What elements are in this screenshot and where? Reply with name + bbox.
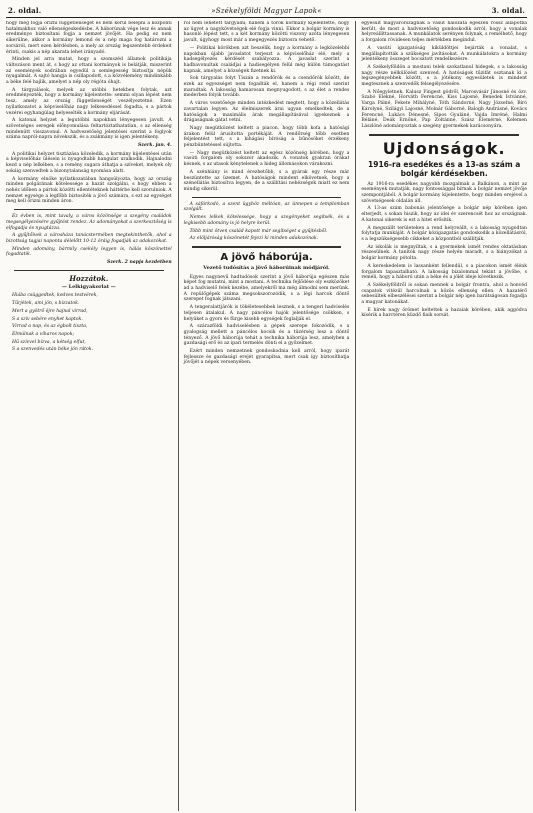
notice-paragraph: Ez évben is, mint tavaly, a város közönsége a szegény családok megsegélyezésére gyűjtést rendez. Az adományokat a szerkesztőség is elfogadja és nyugtázza. [6,214,172,231]
article-paragraph: Egyes nagynevű hadtudósok szerint a jövő háborúja egészen más képet fog mutatni, mint a mostani. A technika fejlődése oly eszközöket ad a hadviselő felek kezébe, amelyekről ma még álmodni sem merünk. A repülőgépek száma megsokszorozódik, s a légi harcok döntő szerepet fognak játszani. [183,274,350,303]
article-paragraph: A szénhiány is mind érezhetőbb, s a gyárak egy része már beszüntette az üzemet. A hatóságok mindent elkövetnek, hogy a szénellátás biztosítva legyen, de a szállítási nehézségek miatt ez nem mindig sikerül. [183,169,350,192]
divider [369,134,519,136]
article-paragraph: A szárazföldi hadviselésben a gépek szerepe fokozódik, s a gyalogság mellett a páncélos kocsik és a tüzérség lesz a döntő tényező. A jövő háborúja tehát a technika háborúja lesz, amelyben a gazdasági erő és az ipari termelés dönti el a győzelmet. [183,324,350,347]
section-subheading: 1916-ra esedékes és a 13-as szám a bolgár kérdésekben. [368,159,521,178]
notice-block [6,214,172,258]
poem-line: S a szív sebére enyhet kaptok. [12,316,83,322]
article-paragraph: egyesült magyarországnak a vasút hálózata egészen rossz állapotba került, de most a hadvezetőség gondoskodik arról, hogy a vonalak helyreállíttassanak. A munkálatok serényen folynak, s remélhető, hogy a forgalom rövidesen teljes mértékben megindul. [361,21,528,44]
article-paragraph: A 13-as szám babonás jelentősége a bolgár nép körében igen elterjedt, s sokan hiszik, hogy az idei év szerencsét hoz az országnak. A katonai sikerek is ezt a hitet erősítik. [361,206,528,223]
article-paragraph: Nagy megütközést keltett a piacon, hogy több kofa a hatósági árakon felül árusította portékáját. A rendőrség több esetben feljelentést tett, s a kihágási bíróság a bűnösöket érzékeny pénzbüntetéssel sújtotta. [183,125,350,149]
article-paragraph: A Székelyföldön a mostani telek szokatlanul hidegek, s a lakosság nagy része nélkülözést szenved. A hatóságok tűzifát osztanak ki a legszegényebbek között, s a jótékony egyesületek is mindent megtesznek a szenvedők felsegélyezésére. [361,64,528,88]
article-lead: Vezető tudósítás a jövő háborúinak módjáról. [203,264,330,271]
notice-signature: Szerk. 2 napja kezdetben [107,260,172,266]
article-paragraph: A tengeralattjárók is tökéletesebbek lesznek, s a tengeri hadviselés teljesen átalakul. A nagy páncélos hajók jelentősége csökken, s helyüket a gyors és fürge kisebb egységek foglalják el. [183,305,350,322]
article-paragraph: hogy meg fogja őrizni függetlenségét és nem kerül belépni a központi hatalmakhoz való ellenségeskedésbe. A háborúnak vége lesz és annak eredménye biztosítani fogja a nemzet jövőjét. Ha pedig ez nem sikerülne, akkor a kormány lemond és a nép maga fog határozni a sorsáról, mert ezen kérdésben, a mely az ország legszentebb érdekeit érinti, csakis a nép akarata lehet irányadó. [6,21,172,55]
newspaper-title: »Székelyföldi Magyar Lapok« [211,7,322,15]
poem-line: Hiába csüggedtek, kedves testvérek, [12,293,98,299]
article-paragraph: Sok tárgyalás folyt Tiszán a rendőrök és a csendőrök között, de ezek az egyezséget nem fogadták el, hanem a régi rend szerint maradtak. A lakosság hamarosan megnyugodott, s az élet a rendes mederben folyik tovább. [183,76,350,99]
column-3 [355,21,527,811]
article-paragraph: A Székelyföldről is sokan mennek a bolgár frontra, ahol a honvéd csapatok vitézül harcolnak a közös ellenség ellen. A hazatérő sebesültek elbeszélései szerint a bolgár nép igen barátságosan fogadja a magyar katonákat. [361,282,528,306]
article-paragraph: A város vezetősége minden intézkedést megtett, hogy a közellátás zavartalan legyen. Az élelmiszerek árai ugyan emelkedtek, de a hatóságok a maximális árak megállapításával igyekeznek a drágaságnak gátat vetni. [183,101,350,124]
divider [192,197,342,198]
divider [14,209,164,210]
article-paragraph: A katonai helyzet a legutóbbi napokban lényegesen javult. A szövetséges seregek előnyomulása feltartóztathatatlan, s az ellenség mindenütt visszavonul. A hadvezetőség jelentései szerint a foglyok száma napról-napra növekszik, és a zsákmány is igen jelentékeny. [6,118,172,141]
columns [6,21,527,811]
article-heading: A jövő háborúja. [220,251,313,263]
article-paragraph: — Nagy megütközést keltett az egész közönség körében, hogy a vasúti forgalom oly sokszor akadozik. A vonatok gyakran órákat késnek, s az utasok kénytelenek a hideg állomásokon várakozni. [183,150,350,168]
article-paragraph: Minden jel arra mutat, hogy a szomszéd államok politikája változáson ment át, s hogy az ottani kormányok is belátják, miszerint az események sodrában egyedül a semlegesség biztosítja népük nyugalmát. A sajtó hangja is csillapodott, s a közvélemény mindinkább a béke felé hajlik, amelyet a nép oly régóta óhajt. [6,57,172,86]
article-paragraph: A kereskedelem is lassanként fellendül, s a piacokon ismét élénk forgalom tapasztalható. A lakosság bizalommal tekint a jövőbe, s reméli, hogy a háború után a béke és a jólét ideje következik. [361,263,528,281]
poem-line: Hű szívvel bízva, a kétség elfut, [12,339,86,345]
article-paragraph: A vasúti igazgatóság kiküldöttjei bejárták a vonalat, s megállapították a szükséges javításokat. A munkálatokra a kormány jelentékeny összeget bocsátott rendelkezésre. [361,45,528,63]
page-number-left: 2. oldal. [8,6,42,15]
article-paragraph: Ezért minden nemzetnek gondoskodnia kell arról, hogy iparát fejlessze és gazdasági erejét gyarapítsa, mert csak így biztosíthatja jövőjét a népek versenyében. [183,349,350,366]
running-head [6,6,527,18]
notice-paragraph: A sáfárkodó, a szent ügyhöz méltóan, az ünnepen a templomban szolgált. [183,201,350,213]
notice-paragraph: Az elöljáróság köszönetét fejezi ki minden adakozónak. [189,236,319,242]
poem-line: Virrad a nap, és az égbolt tiszta, [12,324,88,330]
article-signature: Szerk. jan. 4. [138,143,172,149]
poem [6,293,172,353]
poem-line: S a szenvedés után béke jön rátok. [12,347,94,353]
poem-line: Tűrjétek, ami jön, s bízzatok. [12,301,80,307]
article-paragraph: ról nem lehetett tárgyalni, hanem a török kormány kijelentette, hogy az ügyet a nagykövetségek elé fogja vinni. Ekkor a bolgár kormány is hasonló lépést tett, s a két kormány közötti viszony azóta lényegesen javult, úgyhogy most már a megegyezés biztosra vehető. [183,21,350,44]
article-paragraph: A megszállt területeken a rend helyreállt, s a lakosság nyugodtan folytatja munkáját. A bolgár közigazgatás gondoskodik a közellátásról, s a legszükségesebb cikkeket a központból szállítják. [361,225,528,242]
divider [192,246,342,248]
poem-title: Hozzátok. [69,273,109,283]
article-paragraph: Az 1916-ra esedékes nagyobb mozgalmak a Balkánon, a mint az események mutatják, nagy fontossággal bírnak a bolgár nemzet jövője szempontjából. A bolgár kormány kijelentette, hogy minden erejével a szövetségesek oldalán áll. [361,181,528,204]
article-paragraph: A politikai helyzet tisztázása közeledik, a kormány kijelentései után a képviselőház ülésein is nyugodtabb hangulat uralkodik. Hajnalodni kezd a nép lelkében, s a remény sugara áthatja a szíveket, melyek oly sokáig szenvedtek a bizonytalanság nyomása alatt. [6,151,172,174]
column-2 [178,21,350,811]
article-paragraph: — Politikai körökben azt beszélik, hogy a kormány a legközelebbi napokban újabb javaslatot terjeszt a képviselőház elé, mely a hadsegélyezés kérdését szabályozza. A javaslat szerint a hadbavonultak családjai a hadisegélyen felül még külön támogatást kapnak, amelyet a községek fizetnek ki. [183,45,350,74]
article-paragraph: Az iskolák is megnyíltak, s a gyermekek ismét rendes oktatásban részesülnek. A tanítók nagy része helyén maradt, s a hiányzókat a bolgár kormány pótolta. [361,244,528,262]
column-1 [6,21,172,811]
section-heading: Ujdonságok. [382,138,506,158]
divider [14,270,164,271]
notice-block [184,202,350,242]
notice-paragraph: Minden adomány, bármily csekély legyen is, hálás köszönettel fogadtatik. [6,246,172,258]
article-paragraph: A Nőegyletnek. Kalusz Fingest gödről, Marosvásár Jánosné és özv. Szabó Elekné, Horváth Ferencné, Kiss Lajosné, Benedek Istvánné, Varga Pálné, Fekete Mihályné, Tóth Sándorné, Nagy Józsefné, Bíró Károlyné, Szilágyi Lajosné, Molnár Gáborné, Balogh Andrásné, Kovács Ferencné, Lukács Dénesné, Sipos Gyuláné, Vajda Imréné, Halmi Béláné, Deák Ernőné, Pap Zoltánné, Szász Elemérné, Kelemen Lászlóné adományoztak a szegény gyermekek karácsonyára. [361,89,528,129]
article-paragraph: E hírek nagy örömet keltettek a hazaiak körében, akik aggódva kísérik a harctéren küzdő fiaik sorsát. [361,307,528,319]
notice-paragraph: A gyűjtőívek a városháza tanácstermében megtekinthetők, ahol a bizottság tagjai naponta délelőtt 10-12 óráig fogadják az adakozókat. [6,233,172,244]
article-paragraph: A kormány elnöke nyilatkozatában hangsúlyozta, hogy az ország minden polgárának kötelessége a hazát szolgálni, s hogy ebben a nehéz időben a pártok közötti ellentéteknek háttérbe kell szorulniok. A nemzet egysége a legfőbb biztosíték a jövő számára, s ezt az egységet meg kell őrizni minden áron. [6,176,172,205]
poem-line: Elmúlnak a viharos napok; [12,331,75,337]
poem-subtitle: — Lelkigyakorlat — [61,283,116,290]
page-number-right: 3. oldal. [491,6,525,15]
article-paragraph: A tárgyalások, melyek az utóbbi hetekben folytak, azt eredményezték, hogy a kormány kijelentette: semmi olyan lépést nem tesz, amely az ország függetlenségét veszélyeztetné. Ezen nyilatkozatot a képviselőház nagy lelkesedéssel fogadta, s a pártok vezérei egyhangúlag helyeselték a kormány eljárását. [6,87,172,116]
notice-paragraph: Több mint ötven család kapott már segítséget a gyűjtésből. [189,228,328,234]
notice-paragraph: Nemes lelkek kötelessége, hogy a szegényeket segítsék, és a legkisebb adomány is jó helyre kerül. [183,215,350,226]
poem-line: Mert a gyötrő éjre hajnal virrad, [12,308,88,314]
